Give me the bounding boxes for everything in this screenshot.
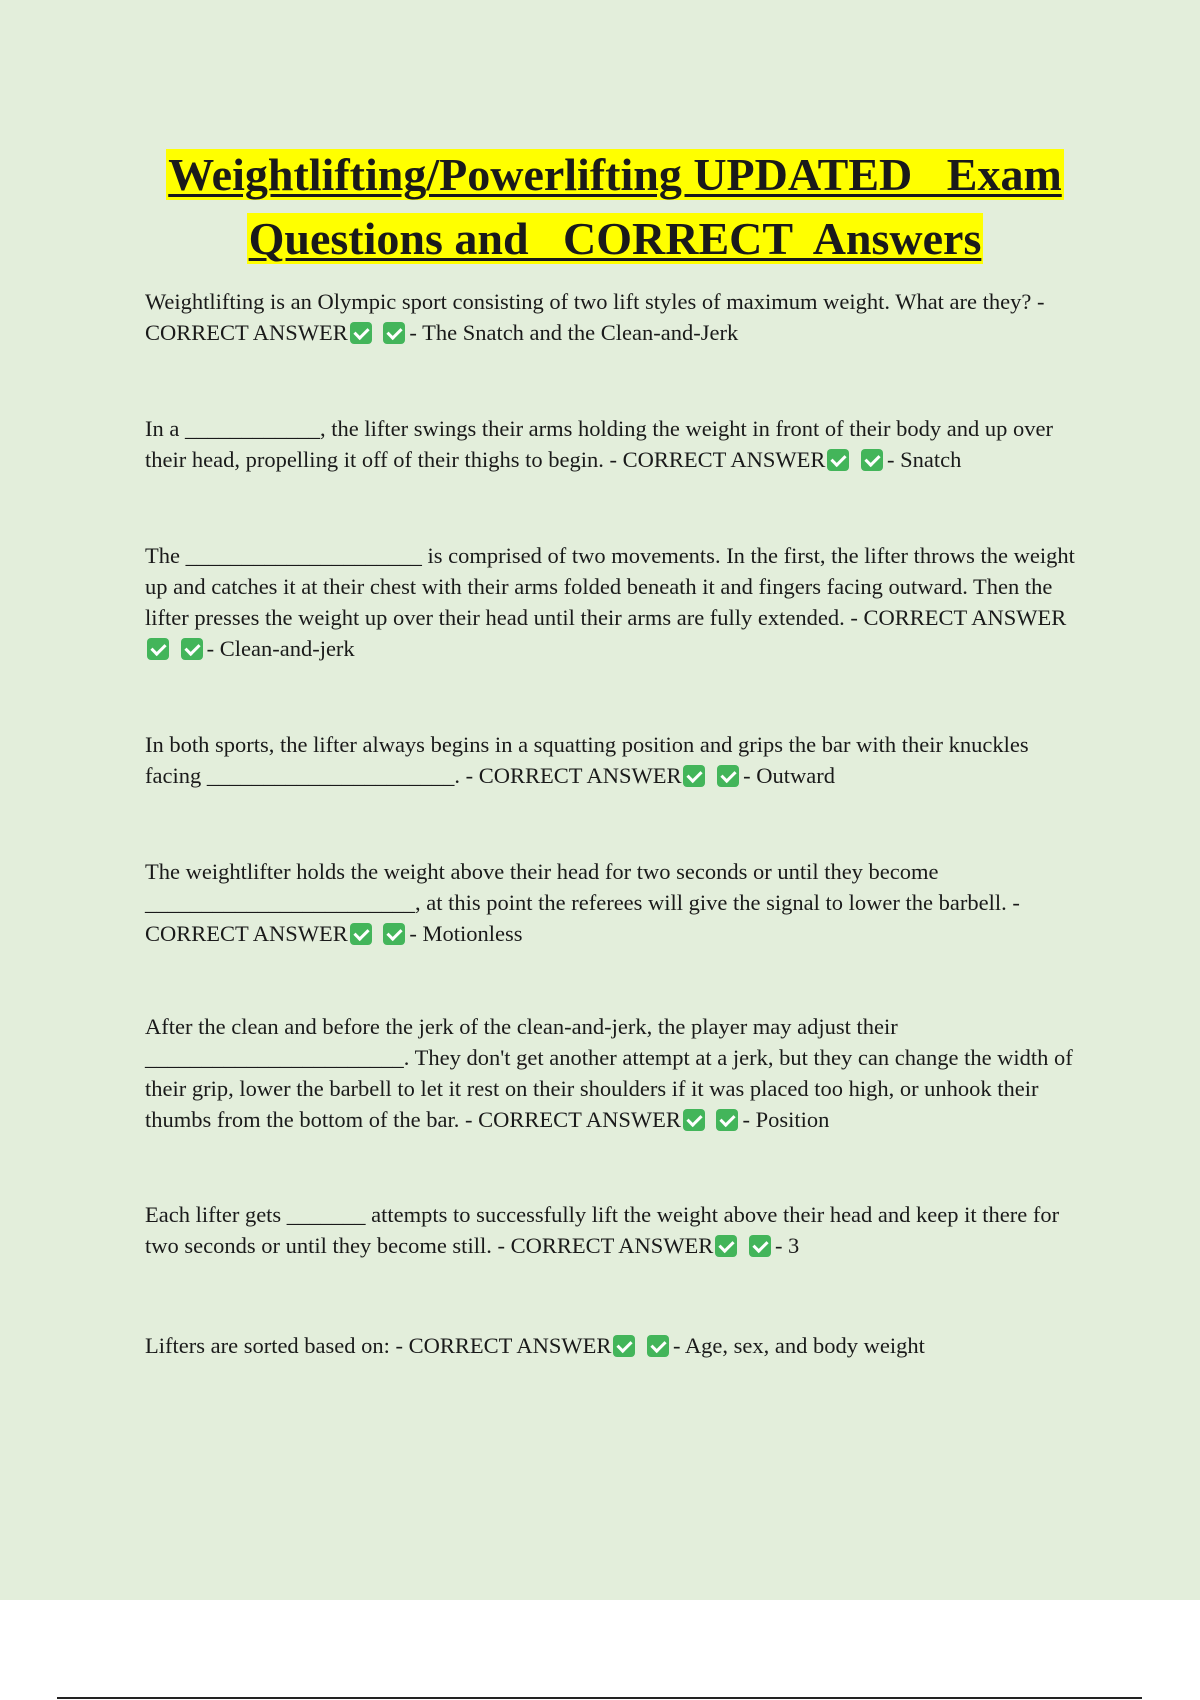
answer-text: - Clean-and-jerk bbox=[206, 636, 355, 661]
question-text: In both sports, the lifter always begins in a squatting position and grips the bar with their knuckles facing ______________________. - bbox=[145, 732, 1029, 788]
answer-text: - Motionless bbox=[409, 921, 523, 946]
footer-divider bbox=[57, 1697, 1142, 1699]
check-icon bbox=[350, 322, 372, 344]
check-icon bbox=[383, 923, 405, 945]
answer-text: - Outward bbox=[743, 763, 835, 788]
check-icon bbox=[861, 449, 883, 471]
answer-marker: CORRECT ANSWER bbox=[408, 1333, 612, 1358]
question-text: Lifters are sorted based on: - bbox=[145, 1333, 409, 1358]
question-text: The weightlifter holds the weight above their head for two seconds or until they become ________________________, at this point the referees will give the signal to lower the barbell. - bbox=[145, 859, 1020, 915]
answer-marker: CORRECT ANSWER bbox=[863, 605, 1067, 630]
check-icon bbox=[147, 638, 169, 660]
qa-item-7 bbox=[145, 1199, 1085, 1261]
check-icon bbox=[716, 1109, 738, 1131]
check-icon bbox=[383, 322, 405, 344]
answer-text: - Position bbox=[742, 1107, 830, 1132]
qa-item-3 bbox=[145, 540, 1085, 664]
qa-item-4 bbox=[145, 729, 1085, 791]
answer-marker: CORRECT ANSWER bbox=[478, 1107, 681, 1132]
qa-item-8 bbox=[145, 1330, 1085, 1361]
answer-text: - Age, sex, and body weight bbox=[673, 1333, 925, 1358]
question-text: After the clean and before the jerk of the clean-and-jerk, the player may adjust their _______________________. They don't get another attempt at a jerk, but they can change the width of their grip, lower the barbell to let it rest on their shoulders if it was placed too high, or unhook their thumbs from the bottom of the bar. - bbox=[145, 1014, 1073, 1132]
answer-marker: CORRECT ANSWER bbox=[145, 320, 348, 345]
question-text: The _____________________ is comprised of two movements. In the first, the lifter throws the weight up and catches it at their chest with their arms folded beneath it and fingers facing outward. Then the lifter presses the weight up over their head until their arms are fully extended. - bbox=[145, 543, 1075, 630]
check-icon bbox=[715, 1235, 737, 1257]
answer-text: - Snatch bbox=[886, 447, 962, 472]
answer-marker: CORRECT ANSWER bbox=[510, 1233, 714, 1258]
question-text: Each lifter gets _______ attempts to successfully lift the weight above their head and keep it there for two seconds or until they become still. - bbox=[145, 1202, 1060, 1258]
check-icon bbox=[749, 1235, 771, 1257]
question-text: Weightlifting is an Olympic sport consisting of two lift styles of maximum weight. What are they? - bbox=[145, 289, 1045, 314]
check-icon bbox=[181, 638, 203, 660]
title-line-1: Weightlifting/Powerlifting UPDATED Exam bbox=[168, 149, 1062, 200]
qa-item-1 bbox=[145, 286, 1085, 348]
answer-marker: CORRECT ANSWER bbox=[145, 921, 348, 946]
qa-item-2 bbox=[145, 413, 1085, 475]
check-icon bbox=[717, 765, 739, 787]
check-icon bbox=[683, 1109, 705, 1131]
question-text: In a ____________, the lifter swings their arms holding the weight in front of their body and up over their head, propelling it off of their thighs to begin. - bbox=[145, 416, 1053, 472]
check-icon bbox=[350, 923, 372, 945]
document-title bbox=[140, 143, 1090, 271]
check-icon bbox=[613, 1335, 635, 1357]
check-icon bbox=[683, 765, 705, 787]
answer-text: - The Snatch and the Clean-and-Jerk bbox=[409, 320, 739, 345]
answer-marker: CORRECT ANSWER bbox=[478, 763, 682, 788]
check-icon bbox=[827, 449, 849, 471]
answer-marker: CORRECT ANSWER bbox=[622, 447, 826, 472]
qa-item-6 bbox=[145, 1011, 1085, 1135]
qa-item-5 bbox=[145, 856, 1085, 949]
check-icon bbox=[647, 1335, 669, 1357]
answer-text: - 3 bbox=[774, 1233, 800, 1258]
title-line-2: Questions and CORRECT Answers bbox=[248, 213, 982, 264]
